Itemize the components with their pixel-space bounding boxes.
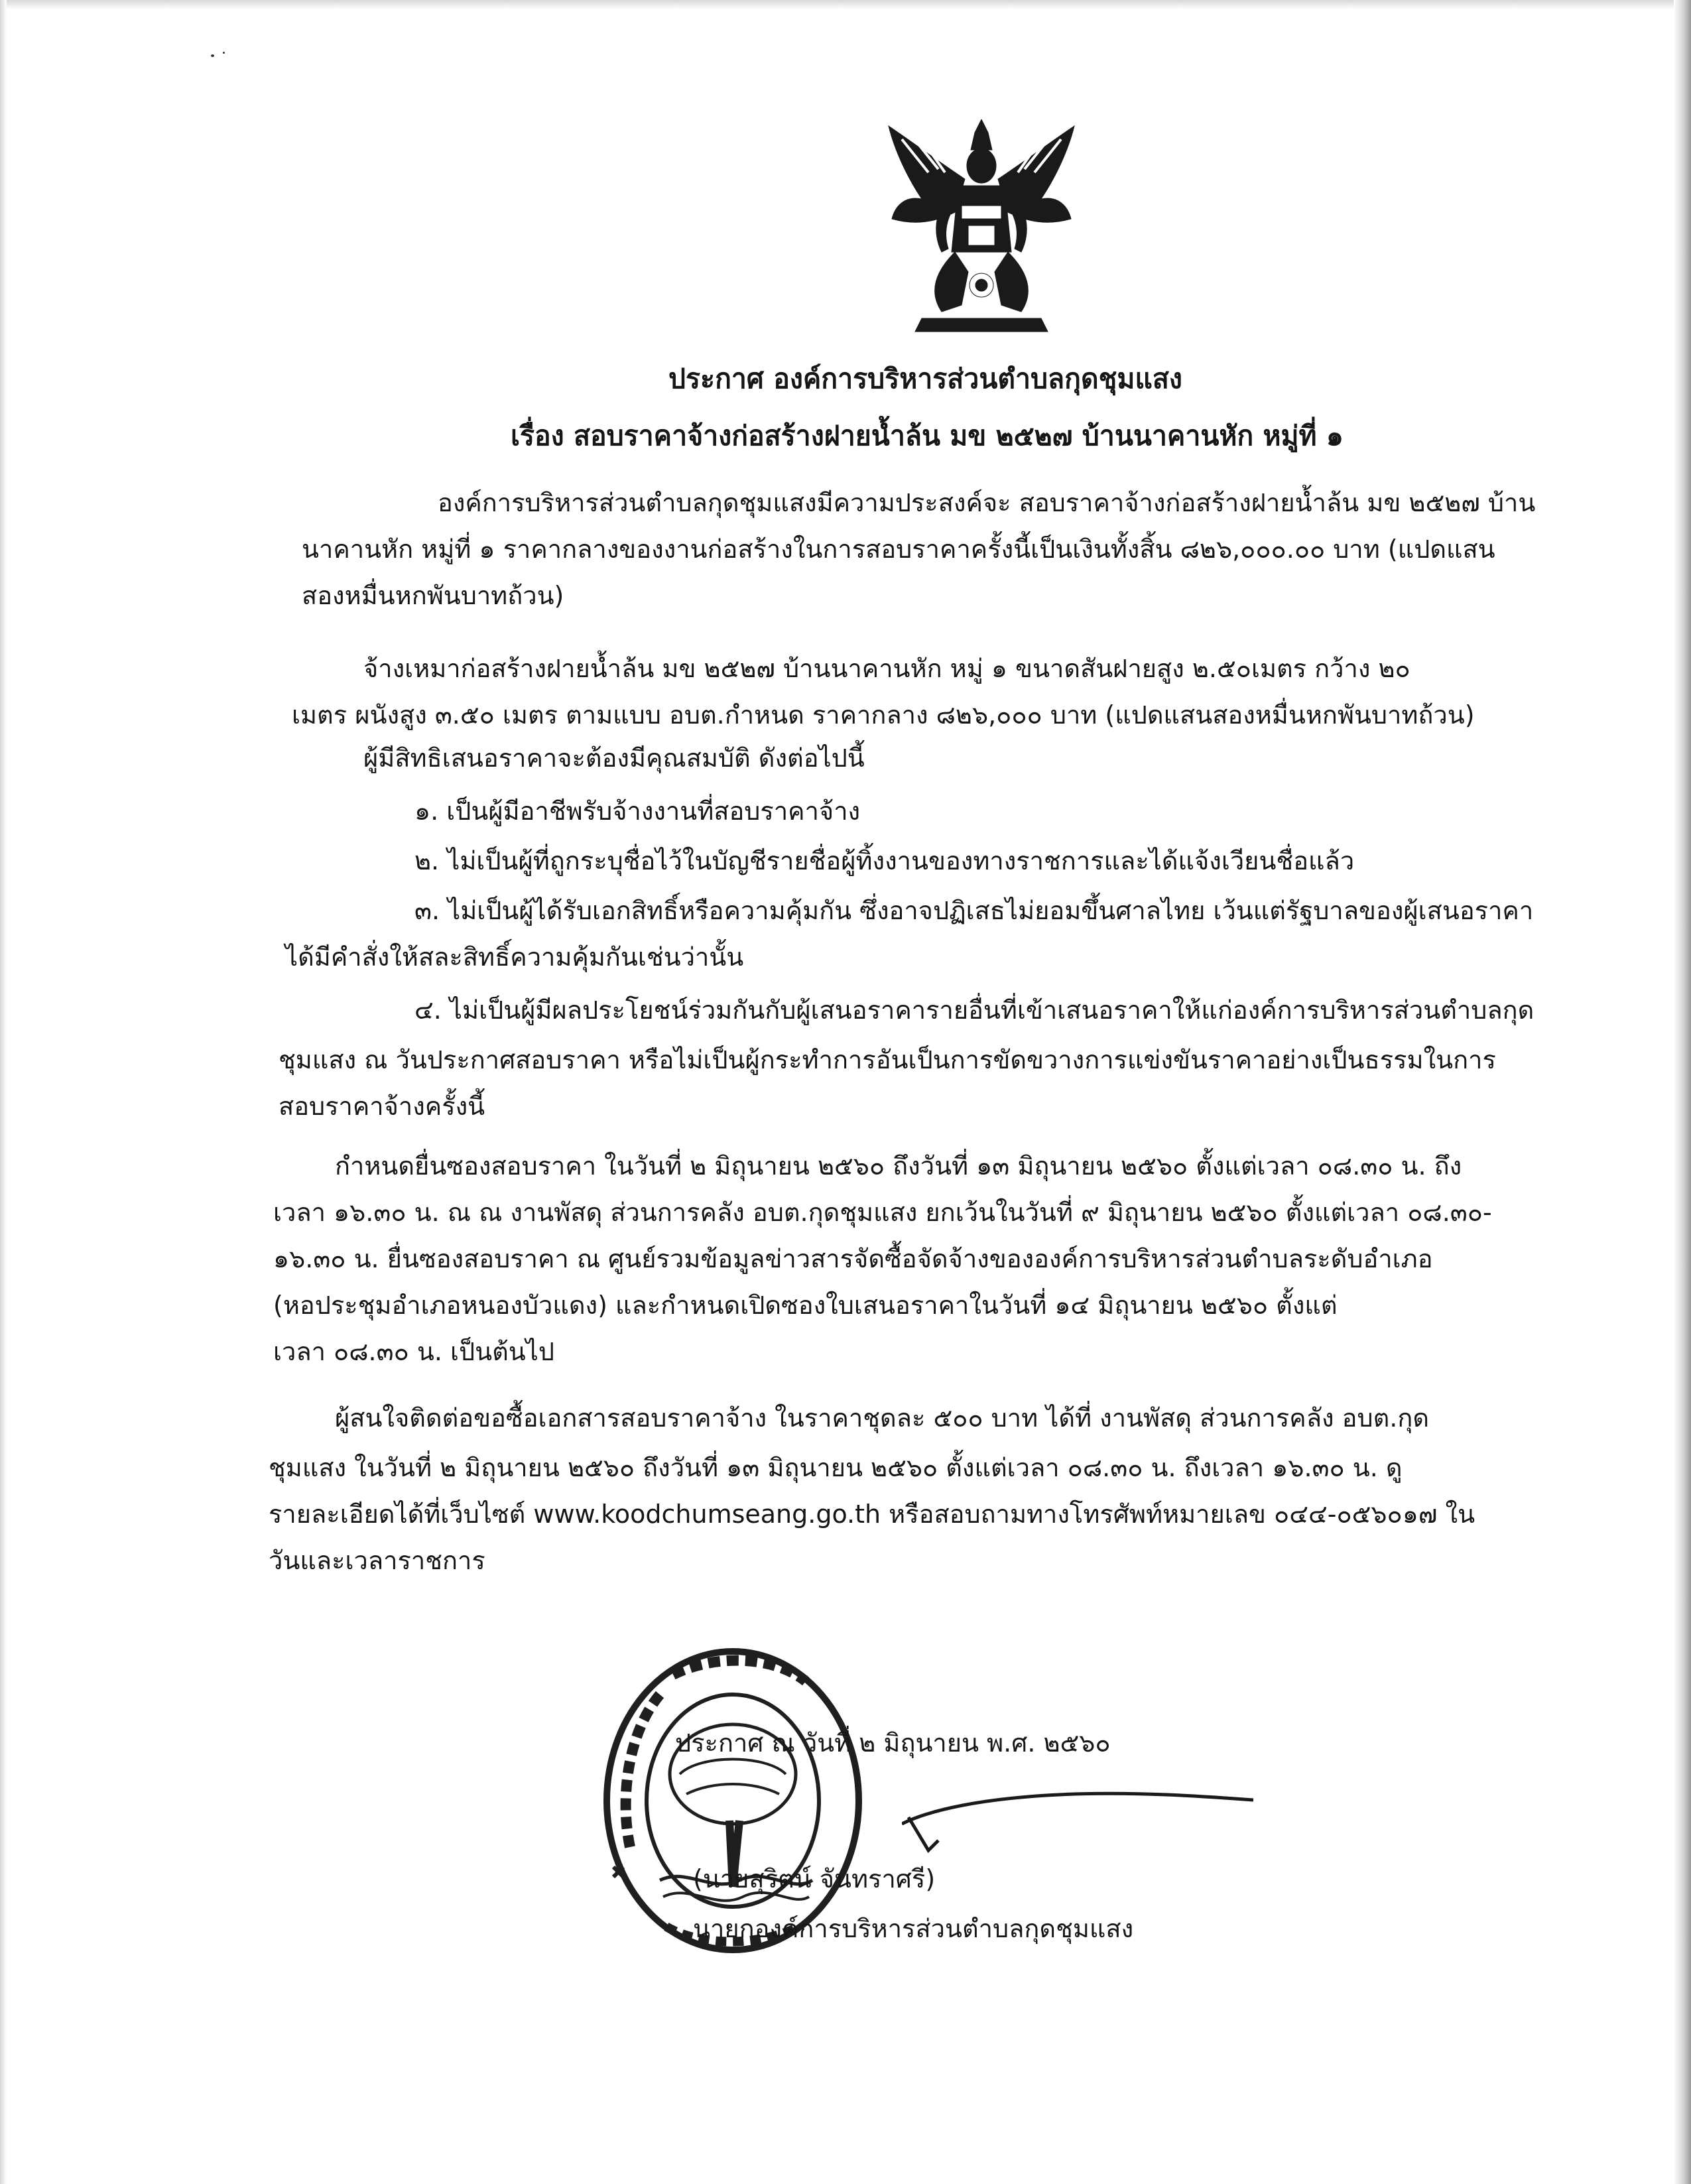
schedule-line: เวลา ๑๖.๓๐ น. ณ ณ งานพัสดุ ส่วนการคลัง อบต.กุดชุมแสง ยกเว้นในวันที่ ๙ มิถุนายน ๒๕๖๐ ตั้งแต่เวลา ๐๘.๓๐- [273, 1198, 1492, 1227]
signatory-position: นายกองค์การบริหารส่วนตำบลกุดชุมแสง [693, 1914, 1134, 1943]
qualification-item: ได้มีคำสั่งให้สละสิทธิ์ความคุ้มกันเช่นว่านั้น [285, 942, 744, 972]
scan-speck [223, 52, 225, 54]
signature-scribble [902, 1777, 1260, 1864]
paragraph-2-line: ผู้มีสิทธิเสนอราคาจะต้องมีคุณสมบัติ ดังต่อไปนี้ [363, 743, 865, 773]
page-subject: เรื่อง สอบราคาจ้างก่อสร้างฝายน้ำล้น มข ๒๕๒๗ บ้านนาคานหัก หมู่ที่ ๑ [511, 420, 1344, 452]
scan-speck [211, 54, 214, 57]
schedule-line: (หอประชุมอำเภอหนองบัวแดง) และกำหนดเปิดซองใบเสนอราคาในวันที่ ๑๔ มิถุนายน ๒๕๖๐ ตั้งแต่ [273, 1291, 1338, 1320]
schedule-line: เวลา ๐๘.๓๐ น. เป็นต้นไป [273, 1337, 554, 1366]
qualification-item: สอบราคาจ้างครั้งนี้ [279, 1092, 485, 1121]
contact-line: วันและเวลาราชการ [269, 1546, 485, 1575]
schedule-line: กำหนดยื่นซองสอบราคา ในวันที่ ๒ มิถุนายน ๒๕๖๐ ถึงวันที่ ๑๓ มิถุนายน ๒๕๖๐ ตั้งแต่เวลา ๐๘.๓๐ น. ถึง [335, 1151, 1462, 1181]
paragraph-2-line: เมตร ผนังสูง ๓.๕๐ เมตร ตามแบบ อบต.กำหนด ราคากลาง ๘๒๖,๐๐๐ บาท (แปดแสนสองหมื่นหกพันบาทถ้วน) [292, 700, 1475, 730]
contact-line: รายละเอียดได้ที่เว็บไซต์ www.koodchumseang.go.th หรือสอบถามทางโทรศัพท์หมายเลข ๐๔๔-๐๕๖๐๑๗ ใน [269, 1500, 1475, 1529]
page-title: ประกาศ องค์การบริหารส่วนตำบลกุดชุมแสง [668, 363, 1182, 395]
scan-edge-top [0, 0, 1691, 9]
schedule-line: ๑๖.๓๐ น. ยื่นซองสอบราคา ณ ศูนย์รวมข้อมูลข่าวสารจัดซื้อจัดจ้างขององค์การบริหารส่วนตำบลระดับอำเภอ [273, 1244, 1433, 1273]
paragraph-1-line: สองหมื่นหกพันบาทถ้วน) [302, 581, 564, 610]
qualification-item: ๔. ไม่เป็นผู้มีผลประโยชน์ร่วมกันกับผู้เสนอราคารายอื่นที่เข้าเสนอราคาให้แก่องค์การบริหารส่วนตำบลกุด [414, 996, 1534, 1025]
paragraph-1-line: องค์การบริหารส่วนตำบลกุดชุมแสงมีความประสงค์จะ สอบราคาจ้างก่อสร้างฝายน้ำล้น มข ๒๕๒๗ บ้าน [438, 488, 1536, 517]
scan-edge-right [1674, 0, 1691, 2184]
qualification-item: ๓. ไม่เป็นผู้ได้รับเอกสิทธิ์หรือความคุ้มกัน ซึ่งอาจปฏิเสธไม่ยอมขึ้นศาลไทย เว้นแต่รัฐบาลของผู้เสนอราคา [414, 896, 1534, 925]
paragraph-1-line: นาคานหัก หมู่ที่ ๑ ราคากลางของงานก่อสร้างในการสอบราคาครั้งนี้เป็นเงินทั้งสิ้น ๘๒๖,๐๐๐.๐๐ บาท (แปดแสน [302, 535, 1495, 564]
qualification-item: ๒. ไม่เป็นผู้ที่ถูกระบุชื่อไว้ในบัญชีรายชื่อผู้ทิ้งงานของทางราชการและได้แจ้งเวียนชื่อแล้ว [414, 846, 1355, 875]
announce-date: ประกาศ ณ วันที่ ๒ มิถุนายน พ.ศ. ๒๕๖๐ [675, 1728, 1111, 1758]
paragraph-2-line: จ้างเหมาก่อสร้างฝายน้ำล้น มข ๒๕๒๗ บ้านนาคานหัก หมู่ ๑ ขนาดสันฝายสูง ๒.๕๐เมตร กว้าง ๒๐ [363, 654, 1410, 683]
garuda-emblem-icon [882, 119, 1081, 338]
signatory-name: (นายสุริตน์ จันทราศรี) [693, 1864, 936, 1894]
qualification-item: ชุมแสง ณ วันประกาศสอบราคา หรือไม่เป็นผู้กระทำการอันเป็นการขัดขวางการแข่งขันราคาอย่างเป็นธรรมในการ [279, 1045, 1496, 1074]
qualification-item: ๑. เป็นผู้มีอาชีพรับจ้างงานที่สอบราคาจ้าง [414, 797, 861, 826]
contact-line: ชุมแสง ในวันที่ ๒ มิถุนายน ๒๕๖๐ ถึงวันที่ ๑๓ มิถุนายน ๒๕๖๐ ตั้งแต่เวลา ๐๘.๓๐ น. ถึงเวลา ๑๖.๓๐ น. ดู [269, 1453, 1403, 1482]
contact-line: ผู้สนใจติดต่อขอซื้อเอกสารสอบราคาจ้าง ในราคาชุดละ ๕๐๐ บาท ได้ที่ งานพัสดุ ส่วนการคลัง อบต.กุด [335, 1403, 1430, 1433]
scan-edge-left [0, 0, 7, 2184]
